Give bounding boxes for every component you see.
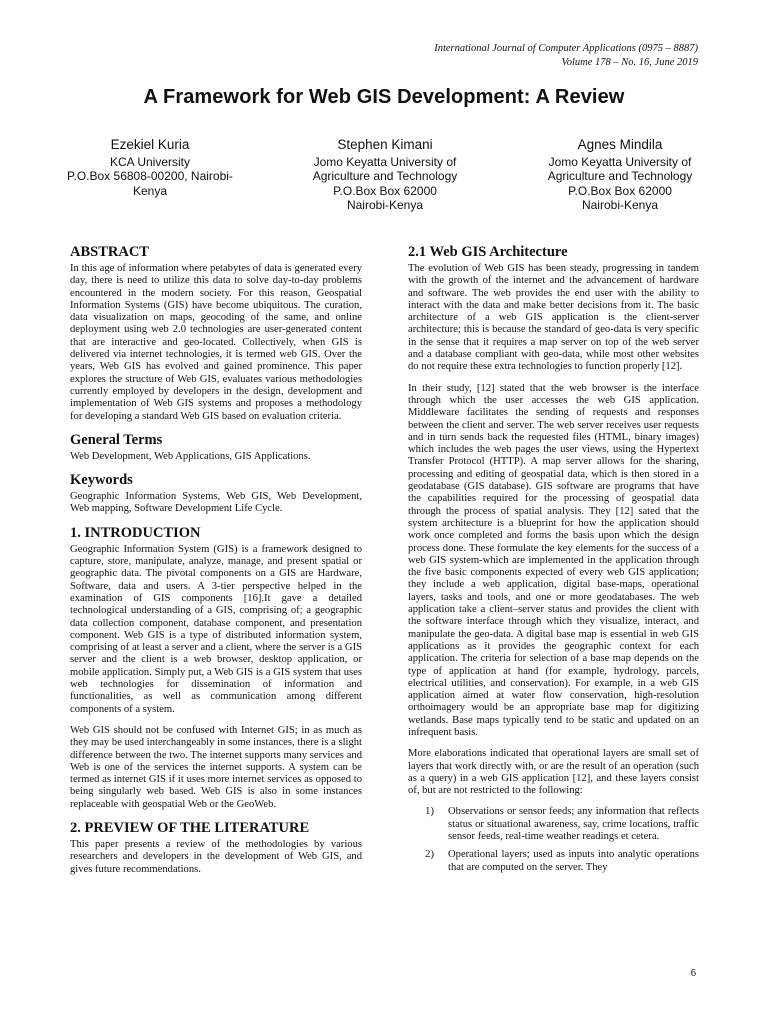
keywords-text: Geographic Information Systems, Web GIS, Web Development, Web mapping, Software Development Life Cycle. xyxy=(70,491,362,515)
abstract-heading: ABSTRACT xyxy=(70,244,149,260)
left-column xyxy=(70,244,362,885)
general-terms-text: Web Development, Web Applications, GIS Applications. xyxy=(70,450,311,462)
author-block xyxy=(50,138,720,213)
introduction-paragraph: Geographic Information System (GIS) is a framework designed to capture, store, manipulate, analyze, manage, and present spatial or geographic data. The pivotal components on a GIS are Hardware, Software, data and users. A 3-tier perspective helped in the examination of GIS components [16].It gave a detailed technological understanding of a GIS, comprising of; a geographic data collection component, database component, and presentation component. Web GIS is a type of distributed information system, comprising of at least a server and a client, where the server is a GIS server and the client is a web browser, desktop application, or mobile application. Simply put, a Web GIS is a GIS system that uses web technologies for dissemination of information and functionalities, as well as communication among different components of a system. xyxy=(70,543,362,715)
general-terms-heading: General Terms xyxy=(70,431,163,448)
list-item-text: Operational layers; used as inputs into analytic operations that are computed on the server. They xyxy=(448,849,699,873)
author-1 xyxy=(50,138,250,213)
abstract-text: In this age of information where petabytes of data is generated every day, there is need to utilize this data to solve day-to-day problems encountered in the modern society. For this reason, Geospatial Information Systems (GIS) have become ubiquitous. The curation, data visualization on maps, geocoding of the same, and online deployment using web 2.0 technologies are user-generated content that are interactive and geo-located. Collectively, when GIS is delivered via internet technologies, it is termed web GIS. Over the years, Web GIS has evolved and gained prominence. This paper explores the structure of Web GIS, evaluates various methodologies currently employed by developers in the design, development and implementation of Web GIS systems and proposes a methodology for developing a standard Web GIS based on evaluation criteria. xyxy=(70,263,362,422)
journal-name: International Journal of Computer Applications (0975 – 8887) xyxy=(434,43,698,54)
author-affiliation-line: Jomo Keyatta University of xyxy=(548,154,692,169)
architecture-heading: 2.1 Web GIS Architecture xyxy=(408,244,568,260)
list-item-number: 1) xyxy=(425,806,434,818)
list-item xyxy=(408,849,699,874)
author-affiliation-line: KCA University xyxy=(109,154,191,169)
preview-paragraph: This paper presents a review of the methodologies by various researchers and developers in the development of Web GIS, and gives future recommendations. xyxy=(70,838,362,875)
architecture-paragraph: The evolution of Web GIS has been steady, progressing in tandem with the growth of the internet and the advancement of hardware and software. The web provides the end user with the ability to interact with the data and make better decisions from it. The basic architecture of a web GIS application is the client-server architecture; this is because the standard of geo-data is very specific in the sense that it requires a map server on top of the web server and a database compliant with geo-data, while most other websites do not require these extra technologies to function properly [12]. xyxy=(408,263,699,373)
author-affiliation-line: Nairobi-Kenya xyxy=(581,198,659,212)
architecture-paragraph: More elaborations indicated that operational layers are small set of layers that work directly with, or are the result of an operation (such as a query) in a web GIS application [12], and these layers consist of, but are not restricted to the following: xyxy=(408,748,699,797)
author-affiliation-line: P.O.Box 56808-00200, Nairobi- xyxy=(67,169,233,183)
journal-header xyxy=(434,42,698,70)
author-2 xyxy=(285,138,485,213)
preview-heading: 2. PREVIEW OF THE LITERATURE xyxy=(70,819,310,836)
list-item-number: 2) xyxy=(425,849,434,861)
author-3 xyxy=(520,138,720,213)
introduction-heading: 1. INTRODUCTION xyxy=(70,524,201,541)
page-number: 6 xyxy=(690,968,696,979)
author-affiliation-line: Agriculture and Technology xyxy=(547,169,693,183)
author-name: Agnes Mindila xyxy=(577,137,663,152)
author-affiliation-line: Agriculture and Technology xyxy=(312,169,458,183)
paper-title: A Framework for Web GIS Development: A Review xyxy=(143,86,625,108)
list-item xyxy=(408,806,699,843)
author-affiliation-line: Kenya xyxy=(132,183,168,198)
author-affiliation-line: Jomo Keyatta University of xyxy=(313,154,457,169)
operational-layers-list xyxy=(408,806,699,873)
right-column xyxy=(408,244,699,880)
journal-volume: Volume 178 – No. 16, June 2019 xyxy=(561,57,698,68)
list-item-text: Observations or sensor feeds; any information that reflects status or situational awareness, say, crime locations, traffic sensor feeds, real-time weather readings et cetera. xyxy=(448,806,699,843)
author-affiliation-line: P.O.Box Box 62000 xyxy=(333,183,437,198)
author-affiliation-line: P.O.Box Box 62000 xyxy=(568,183,672,198)
author-name: Ezekiel Kuria xyxy=(110,137,190,152)
author-name: Stephen Kimani xyxy=(337,137,433,152)
keywords-heading: Keywords xyxy=(70,472,133,489)
introduction-paragraph: Web GIS should not be confused with Internet GIS; in as much as they may be used interchangeably in some instances, there is a slight difference between the two. The internet supports many services and Web is one of the services the internet supports. A system can be termed as internet GIS if it uses more internet services as opposed to being singularly web based. Web GIS is also in some instances replaceable with geospatial Web or the GeoWeb. xyxy=(70,724,362,810)
architecture-paragraph: In their study, [12] stated that the web browser is the interface through which the user accesses the web GIS application. Middleware facilitates the sending of requests and responses between the client and server. The web server receives user requests and in turn sends back the requested files (HTML, binary images) which includes the web pages the user views, using the Hypertext Transfer Protocol (HTTP). A map server allows for the sharing, processing and editing of geospatial data, which is then stored in a geodatabase (GIS database). GIS software are programs that have the capabilities required for the processing of geospatial data through the process of spatial analysis. They [12] sated that the system architecture is a blueprint for how the application should work once completed and forms the basis upon which the design process done. These formulate the key elements for the success of a web GIS system-which are implemented in the application through the five basic components expected of every web GIS application; they include a web application, digital base-maps, operational layers, tasks and tools, and one or more geodatabases. The web application take a client–server status and provides the client with the software interface through which they visualize, interact, and manipulate the geo-data. A digital base map is essential in web GIS applications as it provides the geographic context for each application. The criteria for selection of a base map depends on the type of application at hand (for example, hydrology, parcels, electrical utilities, and conservation). For example, in a web GIS application aimed at water flow conservation, high-resolution orthoimagery would be an appropriate base map for digitizing wetlands. Base maps typically tend to be static and updated on an infrequent basis. xyxy=(408,382,699,738)
author-affiliation-line: Nairobi-Kenya xyxy=(346,198,424,212)
